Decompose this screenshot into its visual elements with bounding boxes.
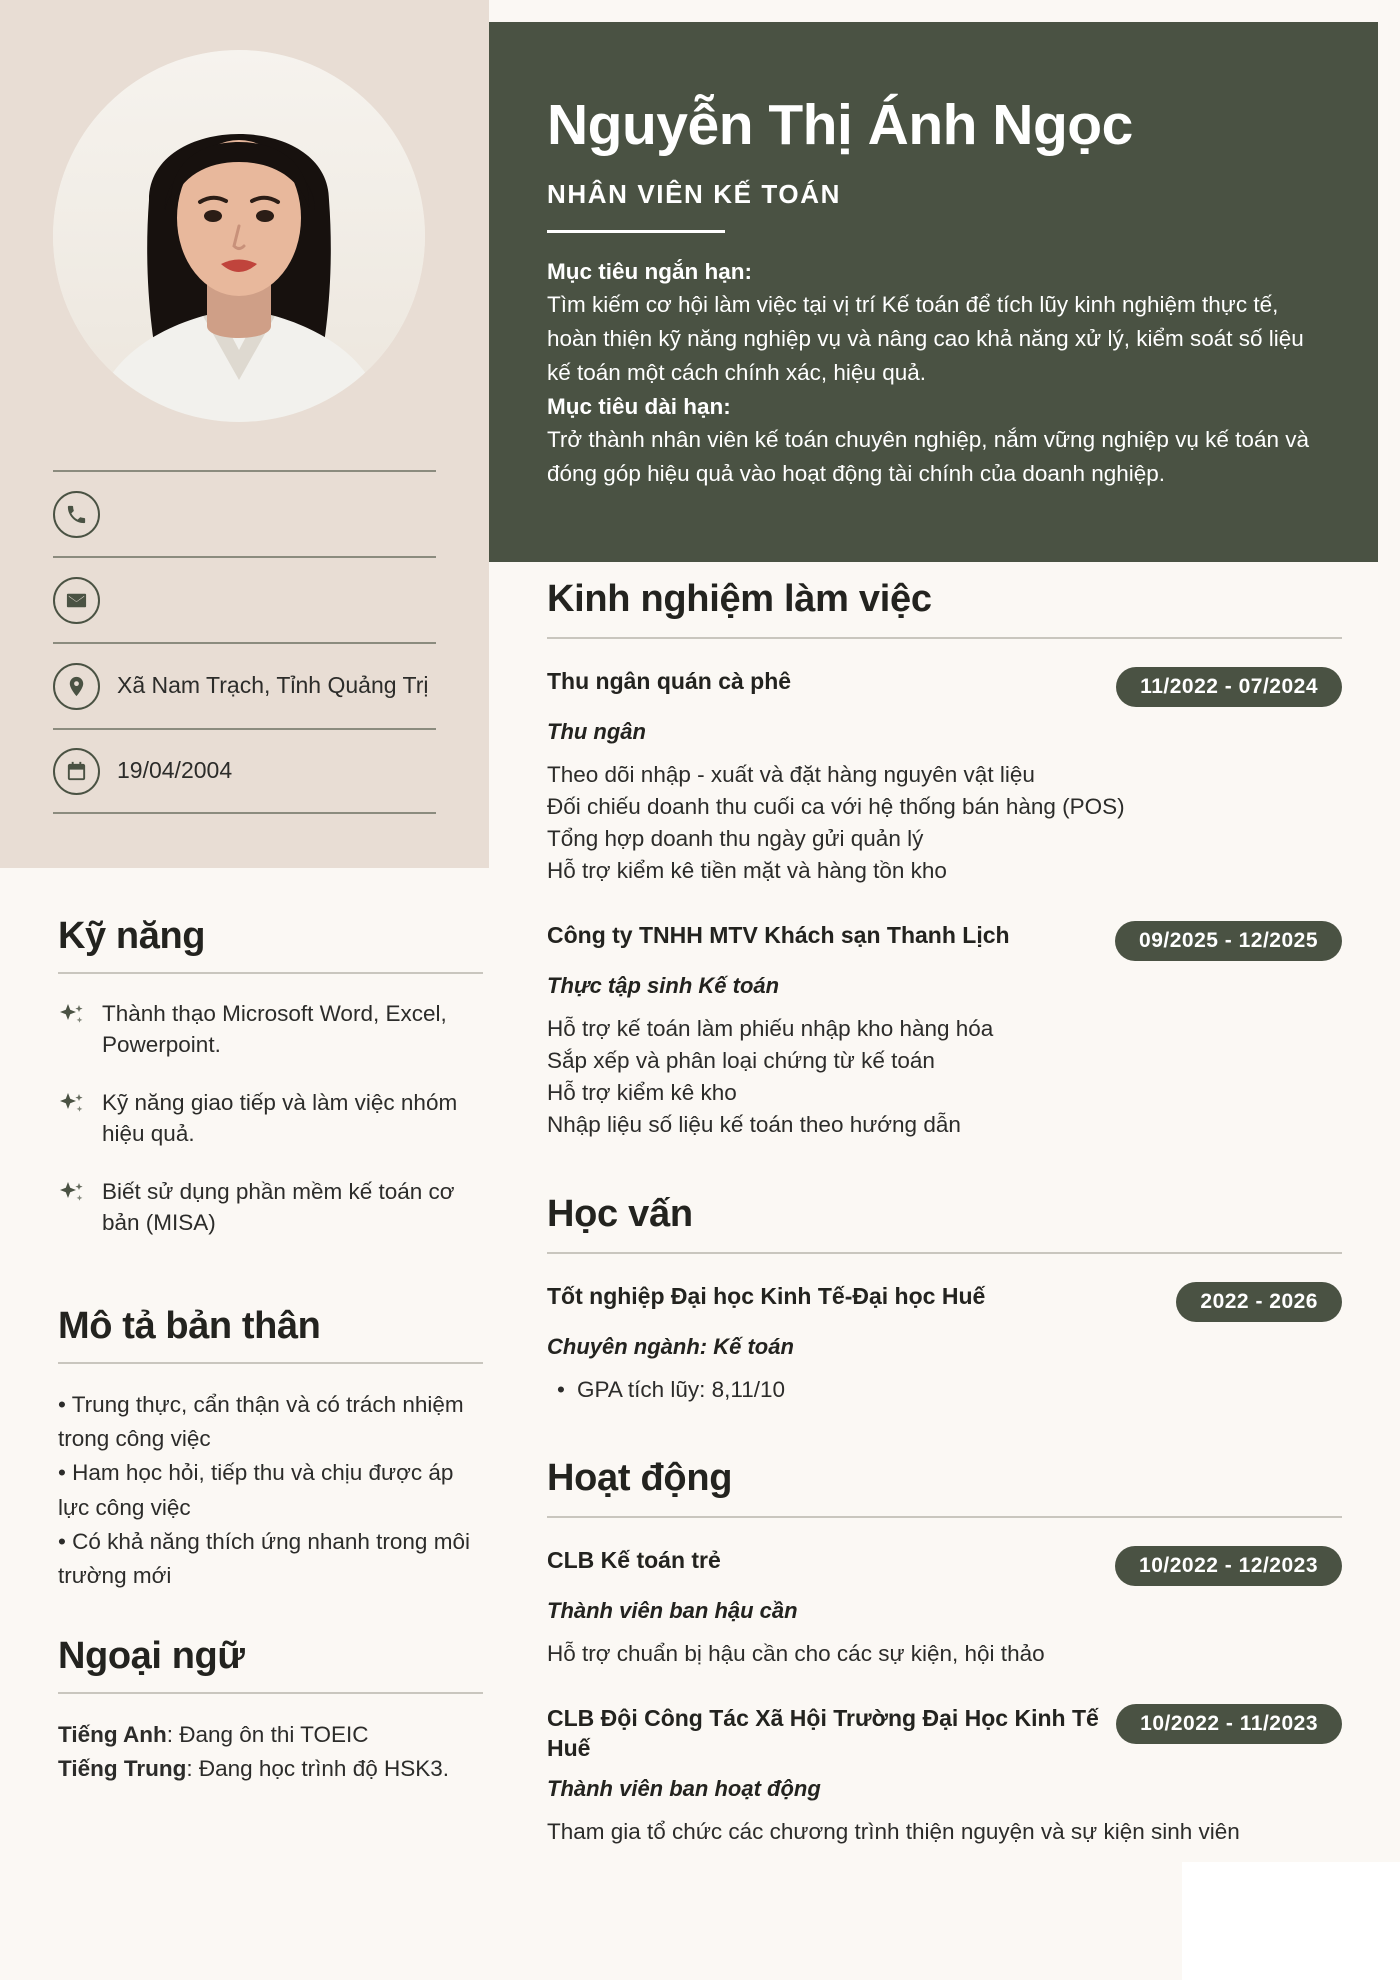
skills-title: Kỹ năng [58, 915, 206, 957]
entry-date-badge: 11/2022 - 07/2024 [1116, 667, 1342, 707]
entry-header [547, 921, 1342, 961]
entry-header [547, 1546, 1342, 1586]
section-activities [547, 1457, 1342, 1848]
entry-duty: Tham gia tổ chức các chương trình thiện nguyện và sự kiện sinh viên [547, 1819, 1240, 1845]
about-line: • Trung thực, cẩn thận và có trách nhiệm trong công việc [58, 1392, 464, 1452]
entry-date-badge: 2022 - 2026 [1176, 1282, 1342, 1322]
calendar-icon [53, 748, 100, 795]
entry-duty: Đối chiếu doanh thu cuối ca với hệ thống bán hàng (POS) [547, 793, 1125, 819]
skill-item [58, 1176, 483, 1238]
entry-org: CLB Đội Công Tác Xã Hội Trường Đại Học Kinh Tế Huế [547, 1705, 1099, 1762]
skills-divider [58, 972, 483, 974]
entry-bullet: • GPA tích lũy: 8,11/10 [547, 1374, 1342, 1406]
entry-role: Thu ngân [547, 719, 646, 744]
avatar-illustration [53, 50, 425, 422]
education-divider [547, 1252, 1342, 1254]
activities-divider [547, 1516, 1342, 1518]
birthdate-value: 19/04/2004 [117, 757, 233, 784]
entry-date-badge: 10/2022 - 12/2023 [1115, 1546, 1342, 1586]
section-experience [547, 578, 1342, 1141]
education-entry [547, 1282, 1342, 1406]
section-skills [58, 915, 483, 1265]
language-value: : Đang học trình độ HSK3. [186, 1755, 449, 1781]
address-value: Xã Nam Trạch, Tỉnh Quảng Trị [117, 672, 429, 699]
email-icon [53, 577, 100, 624]
sparkle-icon [58, 1091, 86, 1119]
about-line: • Có khả năng thích ứng nhanh trong môi trường mới [58, 1528, 470, 1588]
entry-duty: Hỗ trợ chuẩn bị hậu cần cho các sự kiện, hội thảo [547, 1641, 1045, 1667]
contact-row-address[interactable] [53, 642, 436, 728]
languages-title: Ngoại ngữ [58, 1635, 245, 1677]
location-pin-icon [53, 663, 100, 710]
header-divider [547, 230, 725, 233]
candidate-role: NHÂN VIÊN KẾ TOÁN [547, 178, 841, 209]
entry-duty: Hỗ trợ kiểm kê tiền mặt và hàng tồn kho [547, 857, 947, 883]
entry-duty: Theo dõi nhập - xuất và đặt hàng nguyên vật liệu [547, 762, 1035, 787]
skill-label: Biết sử dụng phần mềm kế toán cơ bản (MISA) [102, 1179, 455, 1236]
header-panel [489, 22, 1378, 562]
experience-entry [547, 921, 1342, 1141]
bottom-right-blank [1182, 1862, 1400, 1980]
sparkle-icon [58, 1180, 86, 1208]
entry-date-badge: 09/2025 - 12/2025 [1115, 921, 1342, 961]
entry-header [547, 1282, 1342, 1322]
entry-duty: Nhập liệu số liệu kế toán theo hướng dẫn [547, 1111, 961, 1137]
language-name: Tiếng Trung [58, 1755, 187, 1781]
entry-major: Chuyên ngành: Kế toán [547, 1333, 794, 1359]
language-name: Tiếng Anh [58, 1722, 167, 1747]
experience-title: Kinh nghiệm làm việc [547, 578, 932, 620]
about-divider [58, 1362, 483, 1364]
main-content [489, 562, 1400, 1882]
about-title: Mô tả bản thân [58, 1305, 321, 1347]
contact-row-phone[interactable] [53, 470, 436, 556]
entry-duty: Sắp xếp và phân loại chứng từ kế toán [547, 1047, 935, 1073]
entry-role: Thành viên ban hậu cần [547, 1598, 798, 1624]
section-about [58, 1305, 483, 1593]
activities-title: Hoạt động [547, 1457, 733, 1500]
activity-entry [547, 1546, 1342, 1670]
experience-entry [547, 667, 1342, 887]
sparkle-icon [58, 1002, 86, 1030]
skill-item [58, 1087, 483, 1149]
section-languages [58, 1635, 483, 1786]
contact-row-email[interactable] [53, 556, 436, 642]
entry-org: Tốt nghiệp Đại học Kinh Tế-Đại học Huế [547, 1282, 986, 1309]
entry-role: Thành viên ban hoạt động [547, 1776, 821, 1802]
education-title: Học vấn [547, 1192, 693, 1235]
entry-header [547, 1704, 1342, 1764]
sidebar [0, 0, 489, 1980]
entry-org: Công ty TNHH MTV Khách sạn Thanh Lịch [547, 921, 1010, 948]
skill-item [58, 998, 483, 1060]
entry-date-badge: 10/2022 - 11/2023 [1116, 1704, 1342, 1744]
entry-duty: Hỗ trợ kiểm kê kho [547, 1079, 737, 1105]
section-education [547, 1193, 1342, 1406]
long-term-goal-text: Trở thành nhân viên kế toán chuyên nghiệp, nắm vững nghiệp vụ kế toán và đóng góp hiệu quả vào hoạt động tài chính của doanh nghiệp. [547, 427, 1309, 487]
profile-photo [53, 50, 425, 422]
skill-label: Thành thạo Microsoft Word, Excel, Powerpoint. [102, 1001, 447, 1058]
languages-divider [58, 1692, 483, 1694]
language-item [58, 1752, 483, 1786]
contact-row-birthdate[interactable] [53, 728, 436, 814]
entry-duty: Tổng hợp doanh thu ngày gửi quản lý [547, 825, 924, 851]
short-term-goal-text: Tìm kiếm cơ hội làm việc tại vị trí Kế toán để tích lũy kinh nghiệm thực tế, hoàn thiện kỹ năng nghiệp vụ và nâng cao khả năng xử lý, kiểm soát số liệu kế toán một cách chính xác, hiệu quả. [547, 292, 1304, 385]
entry-role: Thực tập sinh Kế toán [547, 972, 780, 998]
contact-list [53, 470, 436, 814]
entry-duty: Hỗ trợ kế toán làm phiếu nhập kho hàng hóa [547, 1015, 994, 1041]
short-term-goal-label: Mục tiêu ngắn hạn: [547, 258, 752, 284]
entry-header [547, 667, 1342, 707]
experience-divider [547, 637, 1342, 639]
language-value: : Đang ôn thi TOEIC [166, 1722, 369, 1747]
candidate-name: Nguyễn Thị Ánh Ngọc [547, 93, 1133, 157]
long-term-goal-label: Mục tiêu dài hạn: [547, 393, 731, 419]
language-item [58, 1718, 483, 1752]
phone-icon [53, 491, 100, 538]
about-line: • Ham học hỏi, tiếp thu và chịu được áp lực công việc [58, 1460, 454, 1520]
entry-org: Thu ngân quán cà phê [547, 668, 792, 694]
entry-org: CLB Kế toán trẻ [547, 1547, 721, 1574]
activity-entry [547, 1704, 1342, 1848]
skill-label: Kỹ năng giao tiếp và làm việc nhóm hiệu quả. [102, 1090, 458, 1147]
